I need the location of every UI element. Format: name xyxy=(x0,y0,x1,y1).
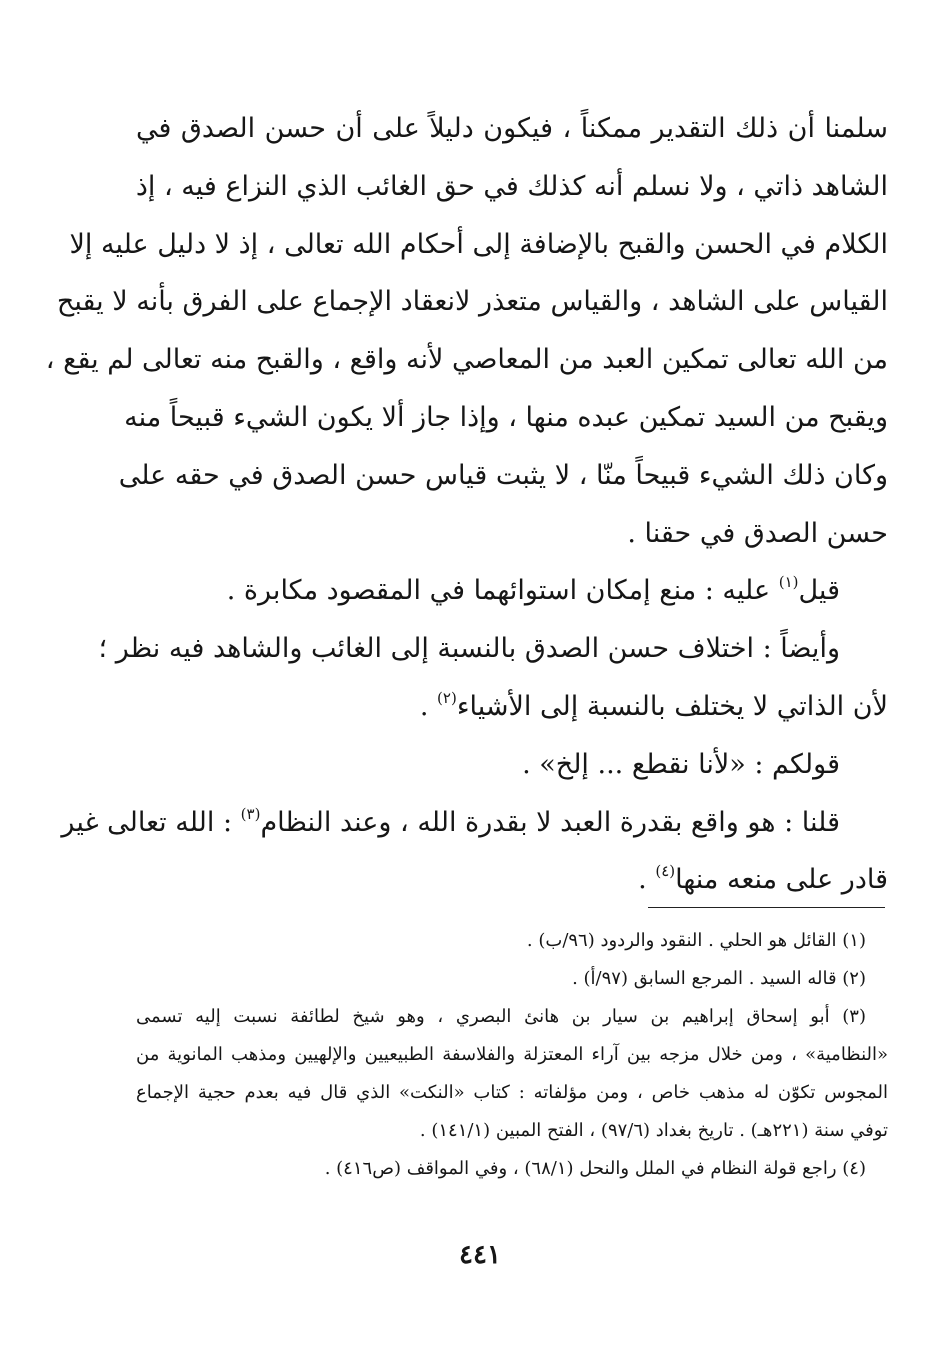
paragraph-qulna-line-1 xyxy=(61,794,888,852)
paragraph-qawlukum: قولكم : «لأنا نقطع ... إلخ» . xyxy=(522,748,840,780)
qulna-line2-end: . xyxy=(638,864,656,896)
footnote-3-line-2: «النظامية» ، ومن خلال مزجه بين آراء المعتزلة والفلاسفة الطبيعيين والإلهيين ومذهب المانوية من xyxy=(136,1044,888,1065)
footnote-ref-3: (٣) xyxy=(240,804,261,823)
footnote-2: (٢) قاله السيد . المرجع السابق (٩٧/أ) . xyxy=(572,968,866,989)
body-line-5: من الله تعالى تمكين العبد من المعاصي لأنه واقع ، والقبح منه تعالى لم يقع ، xyxy=(45,344,888,376)
footnotes-section xyxy=(136,922,888,1188)
body-line-1: سلمنا أن ذلك التقدير ممكناً ، فيكون دليلاً على أن حسن الصدق في xyxy=(136,113,888,144)
paragraph-qulna-line-2 xyxy=(136,851,888,909)
body-line-7: وكان ذلك الشيء قبيحاً منّا ، لا يثبت قياس حسن الصدق في حقه على xyxy=(118,459,888,491)
footnote-ref-2: (٢) xyxy=(437,688,457,707)
body-line-4: القياس على الشاهد ، والقياس متعذر لانعقاد الإجماع على الفرق بأنه لا يقبح xyxy=(56,286,888,318)
paragraph-qeel xyxy=(136,562,888,620)
footnote-3-line-1: (٣) أبو إسحاق إبراهيم بن سيار بن هانئ البصري ، وهو شيخ لطائفة نسبت إليه تسمى xyxy=(136,1006,866,1027)
footnote-ref-1: (١) xyxy=(778,573,799,592)
qeel-text-end: عليه : منع إمكان استوائهما في المقصود مكابرة . xyxy=(226,575,779,607)
aydan-text-end: . xyxy=(419,690,438,722)
qulna-text-start: قلنا : هو واقع بقدرة العبد لا بقدرة الله ، وعند النظام xyxy=(260,806,840,838)
footnote-ref-4: (٤) xyxy=(655,862,676,881)
paragraph-aydan-line-1: وأيضاً : اختلاف حسن الصدق بالنسبة إلى الغائب والشاهد فيه نظر ؛ xyxy=(98,633,840,665)
aydan-text-start: لأن الذاتي لا يختلف بالنسبة إلى الأشياء xyxy=(456,690,888,722)
body-line-6: ويقبح من السيد تمكين عبده منها ، وإذا جاز ألا يكون الشيء قبيحاً منه xyxy=(124,401,888,433)
qulna-text-end: : الله تعالى غير xyxy=(61,806,241,838)
footnote-3-line-3: المجوس تكوّن له مذهب خاص ، ومن مؤلفاته : كتاب «النكت» الذي قال فيه بعدم حجية الإجماع xyxy=(136,1082,888,1103)
footnote-separator xyxy=(648,907,885,908)
main-text-body xyxy=(45,100,888,909)
qulna-line2-start: قادر على منعه منها xyxy=(675,864,888,896)
paragraph-aydan-line-2 xyxy=(136,678,888,736)
body-line-8: حسن الصدق في حقنا . xyxy=(627,517,888,549)
body-line-2: الشاهد ذاتي ، ولا نسلم أنه كذلك في حق الغائب الذي النزاع فيه ، إذ xyxy=(135,170,888,202)
footnote-3-line-4: توفي سنة (٢٢١هـ) . تاريخ بغداد (٩٧/٦) ، الفتح المبين (١٤١/١) . xyxy=(419,1120,888,1141)
qeel-text-start: قيل xyxy=(798,575,840,607)
footnote-1: (١) القائل هو الحلي . النقود والردود (٩٦/ب) . xyxy=(526,930,866,951)
page-number: ٤٤١ xyxy=(459,1240,501,1270)
body-line-3: الكلام في الحسن والقبح بالإضافة إلى أحكام الله تعالى ، إذ لا دليل عليه إلا xyxy=(69,228,888,260)
footnote-4: (٤) راجع قولة النظام في الملل والنحل (٦٨/١) ، وفي المواقف (ص٤١٦) . xyxy=(324,1158,866,1179)
